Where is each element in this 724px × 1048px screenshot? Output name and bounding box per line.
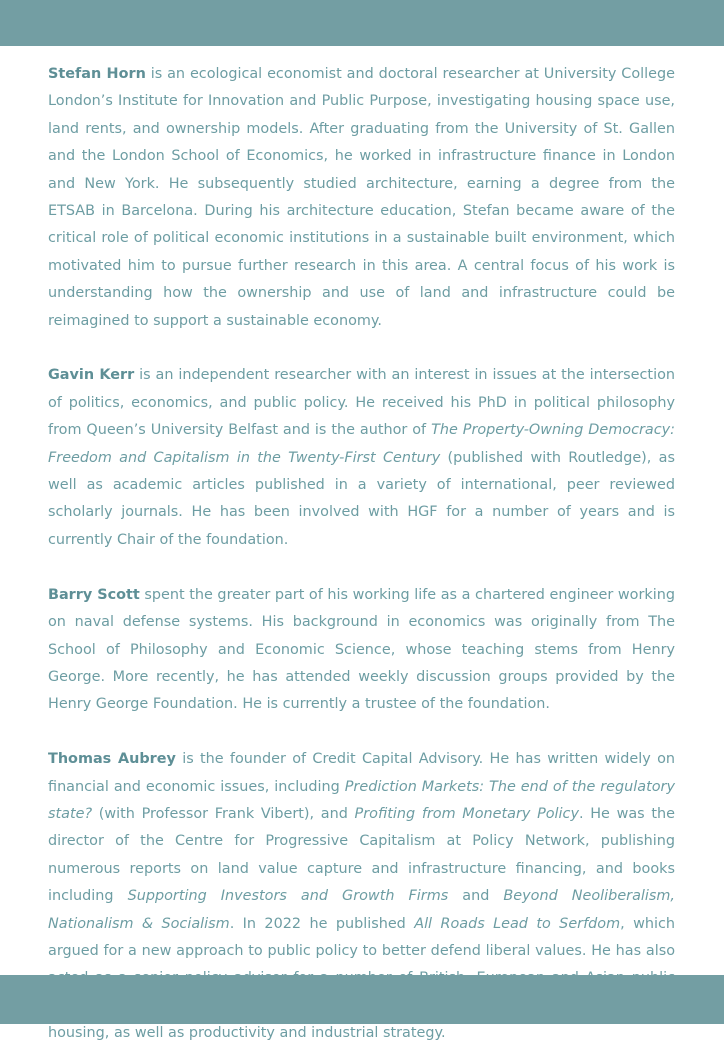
footer-band — [0, 975, 724, 1024]
bio-name: Thomas Aubrey — [48, 751, 176, 768]
bio-name: Gavin Kerr — [48, 367, 135, 384]
book-title: Profiting from Monetary Policy — [354, 805, 579, 822]
bio-text: . In 2022 he published — [229, 915, 415, 932]
bio-text: (with Professor Frank Vibert), and — [92, 805, 355, 822]
bio-text: is the founder of Credit Capital Advisory. He has written widely on financial and economic issues, including — [48, 751, 676, 795]
header-band — [0, 0, 724, 46]
bio-gavin-kerr — [48, 362, 675, 554]
book-title: Prediction Markets: The end of the regulatory state? — [48, 778, 675, 822]
book-title: All Roads Lead to Serfdom — [414, 915, 621, 932]
bio-text: and — [448, 888, 504, 905]
bio-stefan-horn — [48, 61, 675, 335]
bio-text: (published with Routledge), as well as academic articles published in a variety of international, peer reviewed scholarly journals. He has been involved with HGF for a number of years and is currently Chair of the foundation. — [48, 449, 675, 548]
bio-barry-scott — [48, 582, 675, 719]
book-title: The Property-Owning Democracy: Freedom and Capitalism in the Twenty-First Century — [48, 422, 675, 466]
book-title: Supporting Investors and Growth Firms — [127, 888, 449, 905]
book-title: Beyond Neoliberalism, Nationalism & Socialism — [48, 888, 675, 932]
bio-text: is an independent researcher with an interest in issues at the intersection of politics, economics, and public policy. He received his PhD in political philosophy from Queen’s University Belfast and is the author of — [48, 367, 675, 439]
bios-container — [48, 61, 675, 1048]
bio-name: Barry Scott — [48, 586, 140, 603]
bio-text: , which argued for a new approach to public policy to better defend liberal values. He has also housing, as well as productivity and industrial strategy. — [48, 915, 676, 1042]
bio-name: Stefan Horn — [48, 66, 146, 82]
bio-text: is an ecological economist and doctoral researcher at University College London’s Institute for Innovation and Public Purpose, investigating housing space use, land rents, and ownership models. After graduating from the University of St. Gallen and the London School of Economics, he worked in infrastructure finance in London and New York. He subsequently studied architecture, earning a degree from the ETSAB in Barcelona. During his architecture education, Stefan became aware of the critical role of political economic institutions in a sustainable built environment, which motivated him to pursue further research in this area. A central focus of his work is understanding how the ownership and use of land and infrastructure could be reimagined to support a sustainable economy. — [48, 66, 675, 329]
bio-text: spent the greater part of his working life as a chartered engineer working on naval defense systems. His background in economics was originally from The School of Philosophy and Economic Science, whose teaching stems from Henry George. More recently, he has attended weekly discussion groups provided by the Henry George Foundation. He is currently a trustee of the foundation. — [48, 586, 675, 713]
bio-text: . He was the director of the Centre for Progressive Capitalism at Policy Network, publishing numerous reports on land value capture and infrastructure financing, and books including — [48, 805, 675, 905]
